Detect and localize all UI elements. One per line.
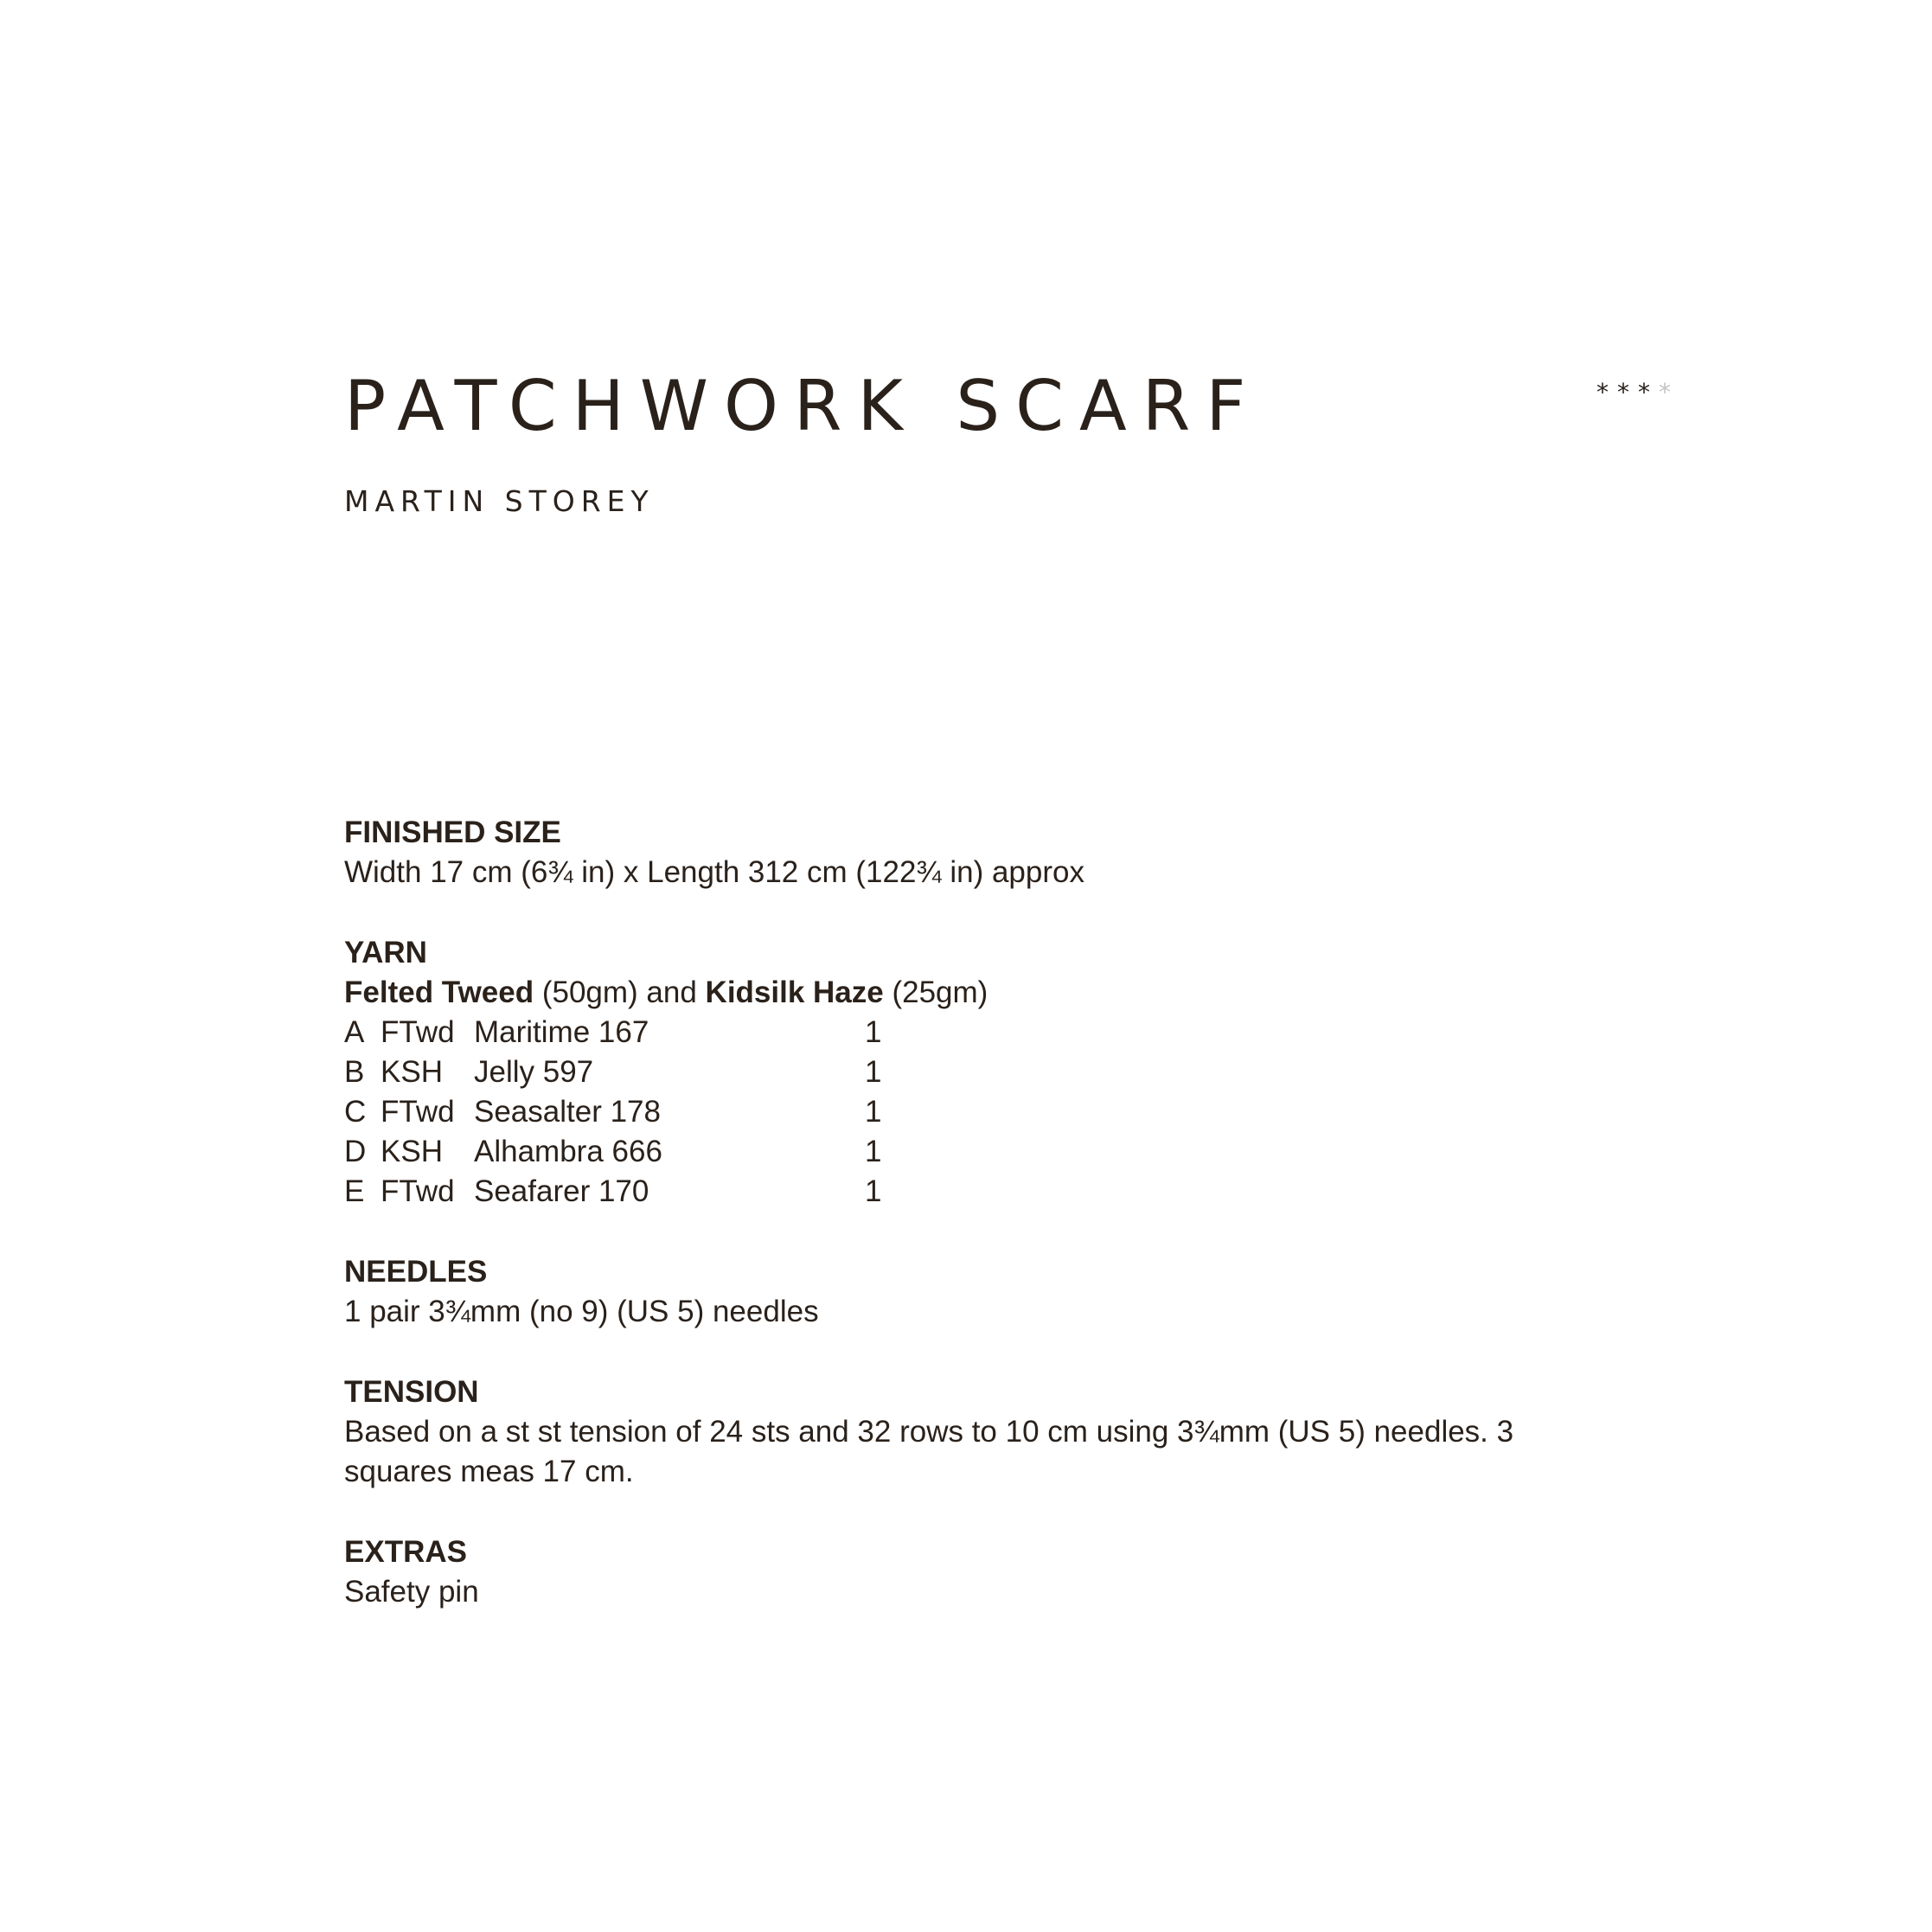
rating-star-empty-icon: * bbox=[1659, 378, 1671, 406]
yarn-row bbox=[344, 1132, 1659, 1172]
yarn-letter: D bbox=[344, 1135, 367, 1168]
yarn-shade: Jelly 597 bbox=[474, 1055, 594, 1089]
yarn-intro bbox=[344, 973, 1659, 1013]
pattern-details bbox=[344, 813, 1659, 1653]
yarn-shade: Seasalter 178 bbox=[474, 1095, 661, 1129]
designer-name: MARTIN STOREY bbox=[344, 484, 655, 518]
yarn-name-kidsilk-haze: Kidsilk Haze bbox=[705, 976, 884, 1009]
yarn-shade: Maritime 167 bbox=[474, 1015, 649, 1049]
tension-section bbox=[344, 1372, 1659, 1492]
yarn-row bbox=[344, 1172, 1659, 1212]
yarn-heading: YARN bbox=[344, 936, 427, 969]
extras-heading: EXTRAS bbox=[344, 1535, 467, 1569]
yarn-quantity: 1 bbox=[865, 1095, 882, 1129]
yarn-row bbox=[344, 1013, 1659, 1052]
yarn-shade: Seafarer 170 bbox=[474, 1174, 649, 1208]
extras-text: Safety pin bbox=[344, 1575, 479, 1609]
tension-heading: TENSION bbox=[344, 1375, 479, 1409]
needles-section bbox=[344, 1252, 1659, 1332]
yarn-letter: C bbox=[344, 1095, 367, 1129]
page-title: PATCHWORK SCARF bbox=[344, 366, 1262, 446]
yarn-weight-2: (25gm) bbox=[883, 976, 988, 1009]
yarn-shade: Alhambra 666 bbox=[474, 1135, 662, 1168]
yarn-type: KSH bbox=[381, 1055, 443, 1089]
finished-size-text: Width 17 cm (6¾ in) x Length 312 cm (122¾ in) approx bbox=[344, 855, 1084, 889]
yarn-letter: E bbox=[344, 1174, 365, 1208]
yarn-letter: A bbox=[344, 1015, 365, 1049]
yarn-row bbox=[344, 1052, 1659, 1092]
finished-size-section bbox=[344, 813, 1659, 892]
yarn-name-felted-tweed: Felted Tweed bbox=[344, 976, 534, 1009]
yarn-letter: B bbox=[344, 1055, 365, 1089]
yarn-quantity: 1 bbox=[865, 1135, 882, 1168]
tension-text-line2: squares meas 17 cm. bbox=[344, 1455, 634, 1488]
rating-star-icon: * bbox=[1596, 378, 1609, 406]
tension-text-line1: Based on a st st tension of 24 sts and 32 rows to 10 cm using 3¾mm (US 5) needles. 3 bbox=[344, 1415, 1514, 1449]
needles-heading: NEEDLES bbox=[344, 1255, 488, 1289]
finished-size-heading: FINISHED SIZE bbox=[344, 816, 561, 849]
rating-star-icon: * bbox=[1638, 378, 1650, 406]
rating-star-icon: * bbox=[1617, 378, 1629, 406]
yarn-type: FTwd bbox=[381, 1095, 455, 1129]
yarn-row bbox=[344, 1092, 1659, 1132]
needles-text: 1 pair 3¾mm (no 9) (US 5) needles bbox=[344, 1295, 819, 1328]
difficulty-rating bbox=[1596, 378, 1671, 406]
yarn-quantity: 1 bbox=[865, 1174, 882, 1208]
yarn-quantity: 1 bbox=[865, 1055, 882, 1089]
yarn-type: FTwd bbox=[381, 1015, 455, 1049]
yarn-weight-1: (50gm) and bbox=[534, 976, 706, 1009]
yarn-type: FTwd bbox=[381, 1174, 455, 1208]
yarn-quantity: 1 bbox=[865, 1015, 882, 1049]
yarn-type: KSH bbox=[381, 1135, 443, 1168]
yarn-section bbox=[344, 933, 1659, 1212]
extras-section bbox=[344, 1532, 1659, 1612]
